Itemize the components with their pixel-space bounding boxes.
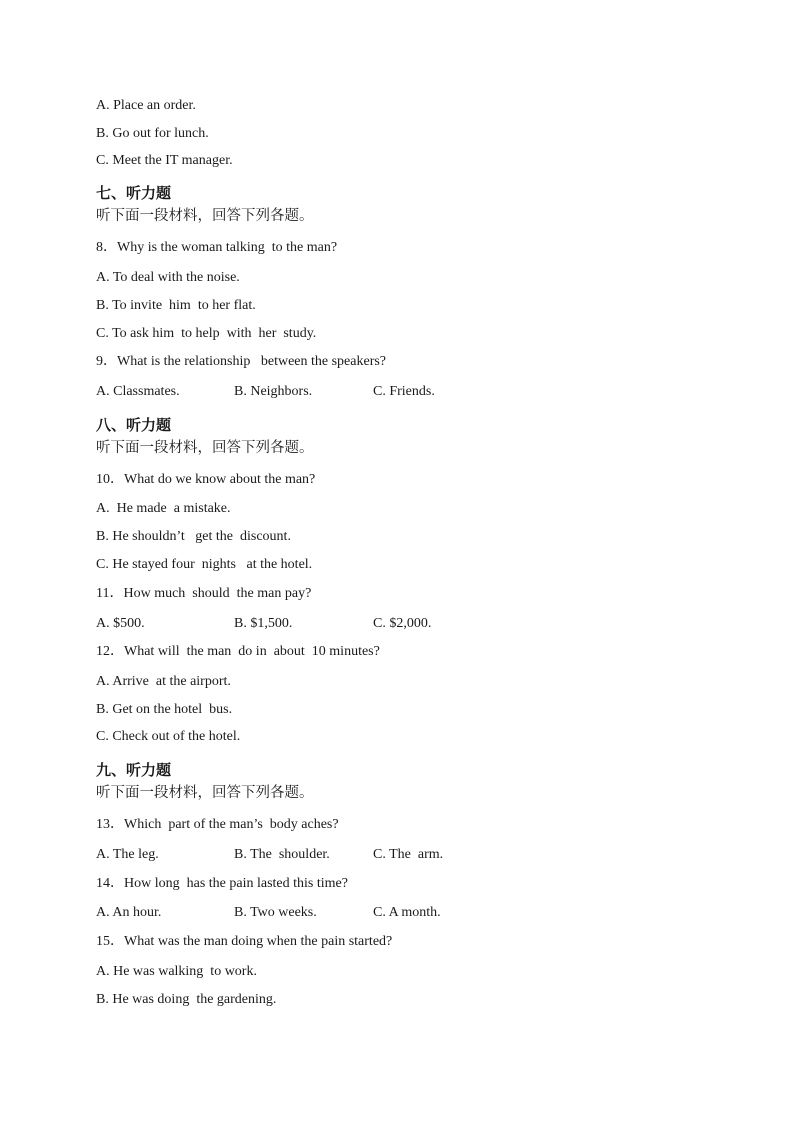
option-c: C. The arm.: [373, 847, 444, 862]
question-10: 10．What do we know about the man?: [96, 472, 316, 487]
option-b: B. To invite him to her flat.: [96, 298, 256, 313]
option-b: B. He shouldn’t get the discount.: [96, 529, 291, 544]
section-instruction: 听下面一段材料，回答下列各题。: [96, 785, 314, 801]
section-heading: 九、听力题: [96, 761, 172, 779]
option-c: C. To ask him to help with her study.: [96, 326, 317, 341]
option-b: B. The shoulder.: [234, 847, 330, 862]
section-instruction: 听下面一段材料，回答下列各题。: [96, 440, 314, 456]
option-c: C. Friends.: [373, 384, 435, 399]
question-12: 12．What will the man do in about 10 minutes?: [96, 644, 380, 659]
question-15: 15．What was the man doing when the pain started?: [96, 934, 393, 949]
option-a: A. Arrive at the airport.: [96, 674, 231, 689]
option-a: A. The leg.: [96, 847, 159, 862]
option-b: B. Neighbors.: [234, 384, 313, 399]
option-a: A. To deal with the noise.: [96, 270, 240, 285]
option-a: A. An hour.: [96, 905, 162, 920]
question-13: 13．Which part of the man’s body aches?: [96, 817, 339, 832]
option-b: B. Get on the hotel bus.: [96, 702, 233, 717]
option-b: B. Go out for lunch.: [96, 126, 209, 141]
option-b: B. He was doing the gardening.: [96, 992, 277, 1007]
option-b: B. $1,500.: [234, 616, 293, 631]
option-a: A. He was walking to work.: [96, 964, 257, 979]
section-heading: 七、听力题: [96, 184, 172, 202]
option-c: C. A month.: [373, 905, 441, 920]
option-c: C. He stayed four nights at the hotel.: [96, 557, 313, 572]
question-11: 11．How much should the man pay?: [96, 586, 312, 601]
question-14: 14．How long has the pain lasted this time?: [96, 876, 348, 891]
section-heading: 八、听力题: [96, 416, 172, 434]
option-c: C. $2,000.: [373, 616, 432, 631]
option-b: B. Two weeks.: [234, 905, 317, 920]
option-c: C. Check out of the hotel.: [96, 729, 241, 744]
question-9: 9．What is the relationship between the speakers?: [96, 354, 387, 369]
option-a: A. He made a mistake.: [96, 501, 231, 516]
option-a: A. Place an order.: [96, 98, 196, 113]
question-8: 8．Why is the woman talking to the man?: [96, 240, 338, 255]
section-instruction: 听下面一段材料，回答下列各题。: [96, 208, 314, 224]
option-a: A. Classmates.: [96, 384, 180, 399]
option-c: C. Meet the IT manager.: [96, 153, 233, 168]
option-a: A. $500.: [96, 616, 145, 631]
